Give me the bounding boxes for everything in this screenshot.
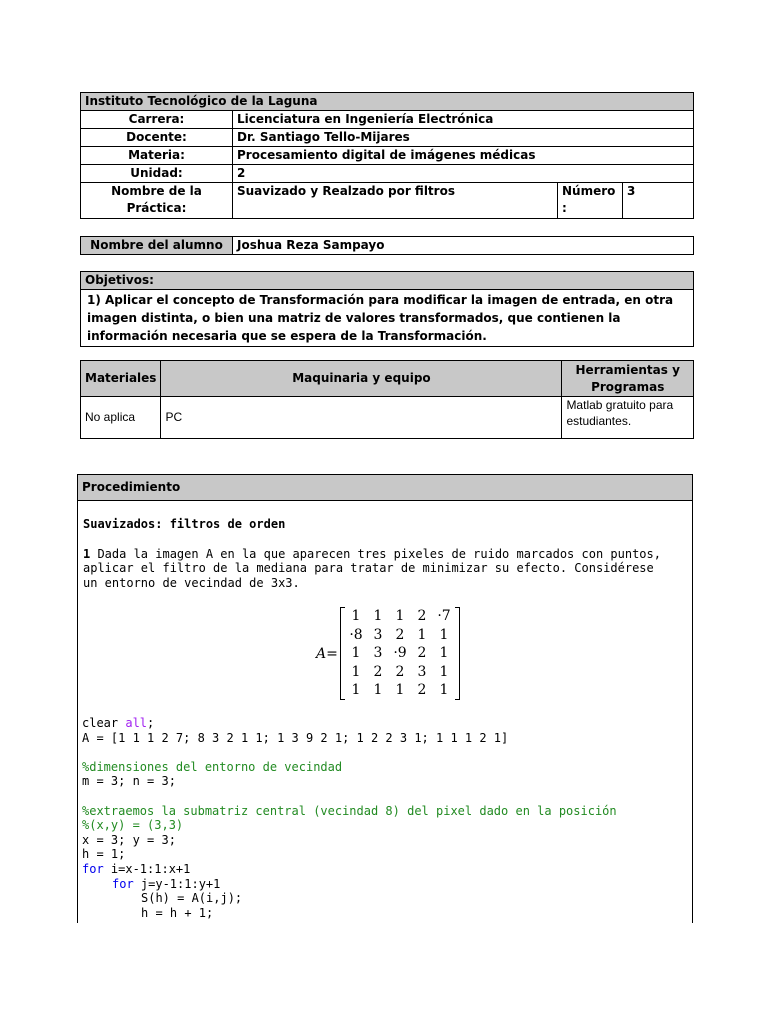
student-label: Nombre del alumno (81, 237, 233, 255)
matrix-A (340, 607, 460, 700)
materials-value: No aplica (81, 397, 161, 439)
step-number: 1 (83, 546, 91, 561)
matrix-label: A= (316, 646, 338, 662)
practice-label: Nombre de la Práctica: (81, 183, 233, 219)
code-block (77, 716, 691, 920)
matrix-row: 1 3 ·9 2 1 (351, 645, 449, 661)
code-line: h = 1; (82, 847, 126, 862)
career-value: Licenciatura en Ingeniería Electrónica (233, 111, 694, 129)
code-comment: %dimensiones del entorno de vecindad (82, 759, 343, 774)
matrix-row: ·8 3 2 1 1 (349, 626, 449, 643)
student-name: Joshua Reza Sampayo (233, 237, 694, 255)
objectives-table (80, 271, 694, 347)
course-info-table (80, 92, 694, 219)
code-line: S(h) = A(i,j); (141, 891, 243, 906)
unit-label: Unidad: (81, 165, 233, 183)
code-line: A = [1 1 1 2 7; 8 3 2 1 1; 1 3 9 2 1; 1 2 2 3 1; 1 1 1 2 1] (82, 730, 509, 745)
materials-table (80, 360, 694, 439)
step-1-text (78, 547, 692, 591)
career-label: Carrera: (81, 111, 233, 129)
code-comment: %(x,y) = (3,3) (82, 818, 184, 833)
tools-header: Herramientas y Programas (562, 361, 694, 397)
code-line: clear all; (82, 716, 155, 730)
matrix-row: 1 1 1 2 ·7 (351, 608, 451, 624)
equipment-header: Maquinaria y equipo (161, 361, 562, 397)
code-line: for i=x-1:1:x+1 (82, 861, 191, 876)
procedure-title: Procedimiento (78, 475, 692, 501)
subject-label: Materia: (81, 147, 233, 165)
institute-name: Instituto Tecnológico de la Laguna (81, 93, 694, 111)
objectives-text: 1) Aplicar el concepto de Transformación para modificar la imagen de entrada, en otra imagen distinta, o bien una matriz de valores transformados, que contienen la información necesaria que se espera de la Transformación. (81, 290, 694, 347)
code-comment: %extraemos la submatriz central (vecindad 8) del pixel dado en la posición (82, 803, 617, 818)
practice-value: Suavizado y Realzado por filtros (233, 183, 558, 219)
equipment-value: PC (161, 397, 562, 439)
number-label: Número : (558, 183, 623, 219)
code-line: for j=y-1:1:y+1 (112, 876, 221, 891)
objectives-title: Objetivos: (81, 272, 694, 290)
number-value: 3 (623, 183, 694, 219)
matrix-row: 1 2 2 3 1 (351, 663, 449, 680)
teacher-value: Dr. Santiago Tello-Mijares (233, 129, 694, 147)
tools-value: Matlab gratuito para estudiantes. (562, 397, 694, 439)
subject-value: Procesamiento digital de imágenes médicas (233, 147, 694, 165)
matrix-row: 1 1 1 2 1 (351, 682, 449, 698)
code-line: h = h + 1; (141, 905, 214, 920)
code-line: m = 3; n = 3; (82, 774, 176, 789)
step-description: Dada la imagen A en la que aparecen tres pixeles de ruido marcados con puntos, aplicar el filtro de la mediana para tratar de minimizar su efecto. Considérese un entorno de vecindad de 3x3. (83, 546, 661, 590)
code-line: x = 3; y = 3; (82, 832, 176, 847)
procedure-subtitle: Suavizados: filtros de orden (83, 517, 286, 531)
student-table (80, 236, 694, 255)
teacher-label: Docente: (81, 129, 233, 147)
unit-value: 2 (233, 165, 694, 183)
materials-header: Materiales (81, 361, 161, 397)
